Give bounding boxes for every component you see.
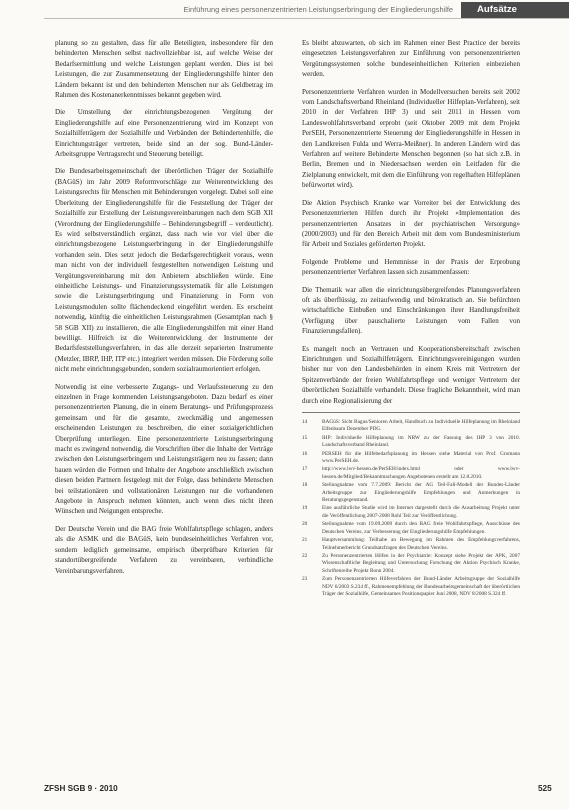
footnote [302,419,520,434]
footnote-number: 14 [302,419,308,425]
journal-footer: ZFSH SGB 9 · 2010 [44,784,118,793]
header-divider [44,18,569,19]
footnote [302,537,520,552]
left-column [55,38,273,750]
body-paragraph: Es mangelt noch an Vertrauen und Kooperationsbereitschaft zwischen Einrichtungen und Sozialhilfeträgern. Einrichtungsvereinigungen wurden bisher nur von den Landesbehörden in einem Kreis mit Vertretern der Spitzenverbände der freien Wohlfahrtspflege und weniger Vertretern der überörtlichen Sozialhilfe verhandelt. Diese fragliche Bekanntheit, wird man durch eine Regionalisierung der [302,344,520,405]
footnote-number: 22 [302,552,308,559]
footnote [302,576,520,598]
body-paragraph: Der Deutsche Verein und die BAG freie Wohlfahrtspflege schlagen, anders als die ASMK und die BAGüS, kein bundeseinheitliches Verfahren vor, sondern lediglich gemeinsame, empirisch überprüfbare Kriterien für standortübergreifende Verfahren zu vereinbaren, verbindliche Vereinbarungsverfahren. [55,524,273,575]
footnote [302,451,520,466]
footnote-text: BAGüS: Sicht Bagus/Senioren Arbeit, Handbuch zu Individuelle Hilfeplanung im Rheinland Elfenbaum Dezember PDG. [322,419,520,433]
footnote [302,482,520,504]
footnote-number: 23 [302,576,308,583]
running-header: Einführung eines personenzentrierten Leistungserbringung der Eingliederungshilfe [183,5,453,14]
section-tab: Aufsätze [461,2,569,18]
footnote-divider [302,412,520,413]
footnote-text: Zu Personenzentrierten Hilfen in der Psychiatrie: Konzept siehe Projekt der APK, 2007 Wissenschaftliche Begleitung und Untersuchung Forschung der Aktion Psychisch Kranke, Schriftenreihe Projekt Bonn 2004. [322,552,520,574]
footnote [302,435,520,450]
footnote [302,553,520,575]
footnote-number: 18 [302,482,308,489]
footnote-number: 20 [302,521,308,528]
footnote [302,466,520,481]
page-number: 525 [538,784,552,793]
body-paragraph: Die Umstellung der einrichtungsbezogenen Vergütung der Eingliederungshilfe auf eine Personenzentrierung wird im Konzept von Sozialhilfeträgern der Sozialhilfe und Verbänden der Behindertenhilfe, die Einrichtungsträger vertreten, beide sind an der sog. Bund-Länder-Arbeitsgruppe Vertragsrecht und Steuerung beteiligt. [55,108,273,159]
footnote-text: Hauptversammlung: Teilhabe an Bewegung im Rahmen des Empfehlungsverfahrens, Teilnehmerbericht Grundsatzfragen des Deutschen Vereins. [322,537,520,551]
footnote [302,521,520,536]
footnote [302,505,520,520]
right-column [302,38,520,750]
footnote-text: Zum Personenzentrierten Hilfeverfahren der Bund-Länder Arbeitsgruppe der Sozialhilfe NDV 6/2003 S.234 ff., Rahmenempfehlung der Bundesarbeitsgemeinschaft der überörtlichen Träger der Sozialhilfe, Gemeinsames Positionspapier Juni 2008, NDV 8/2008 S.324 ff. [322,576,520,597]
footnote-text: http://www.lwv-hessen.de/PerSEH/index.html oder www.lwv-hessen.de/Mitglied/Bekanntmachungen Angebotenen erstellt am 12.8.2010. [322,466,520,480]
footnote-text: Stellungnahme vom 19.09.2009 durch den BAG freie Wohlfahrtspflege, Ausschüsse des Deutschen Vereins, zur Verbesserung der Eingliederungshilfe Empfehlungen. [322,521,520,535]
footnote-number: 16 [302,450,308,457]
footnote-number: 17 [302,466,308,473]
footnote-text: Stellungnahme vom 7.7.2009: Bericht der AG Teil-Fall-Modell der Bundes-Länder Arbeitsgruppe zur Eingliederungshilfe Empfehlungen und Anmerkungen in Beratungsgegenstand. [322,482,520,504]
body-paragraph: Notwendig ist eine verbesserte Zugangs- und Verlaufssteuerung zu den einzelnen in Frage kommenden Leistungsangeboten. Dazu bedarf es einer personenzentrierten Planung, die in einem Beratungs- und Prüfungsprozess gemeinsam und für die gesamte, zweckmäßig und angemessen erscheinenden Leistungen zu beschreiben, die einer sozialgerichtlichen Überprüfung unterliegen. Eine personenzentrierte Leistungserbringung macht es zwingend notwendig, die Vorschriften über die Inhalte der Verträge zwischen den Leistungserbringern und Leistungsträgern neu zu fassen; dann bauen würden die Formen und Inhalte der Angebote anschließlich zwischen diesen beiden Partnern festgelegt mit der Folge, dass behinderte Menschen bei teilstationären und vollstationären Leistungen nur die vorhandenen Angebote in Anspruch nehmen könnten, auch wenn dies nicht ihren Wünschen und Neigungen entspreche. [55,382,273,516]
body-paragraph: Personenzentrierte Verfahren wurden in Modellversuchen bereits seit 2002 vom Landschaftsverband Rheinland (Individueller Hilfeplan-Verfahren), seit 2010 in der Verfahren IHP 3) und seit 2011 in Hessen vom Landeswohlfahrtsverband erprobt (seit Oktober 2009 mit dem Projekt PerSEH, Personenzentrierte Steuerung der Eingliederungshilfe in Hessen in den Landkreisen Fulda und Werra-Meißner). In anderen Ländern wird das Verfahren auf weitere Behinderte Menschen begonnen (so hat sich z.B. in Berlin, Bremen und in Niedersachsen werden ein Leitfaden für die Zielplanung entwickelt, mit dem die Einführung von regelhaften Hilfeplänen befürwortet wird). [302,87,520,190]
footnote-text: IHP: Individuelle Hilfeplanung im NRW zu der Fassung des IHP 3 von 2010. Landschaftsverband Rheinland. [322,434,520,449]
body-paragraph: Die Thematik war allen die einrichtungsübergreifendes Planungsverfahren oft als überflüssig, zu zeitaufwendig und bürokratisch an. Sie befürchten wirtschaftliche Einbußen und Einschränkungen ihrer Handlungsfreiheit (Verfügung über pauschalierte Leistungen vom Fallen von Finanzierungsfallen). [302,285,520,336]
body-paragraph: Folgende Probleme und Hemmnisse in der Praxis der Erprobung personenzentrierter Verfahren lassen sich zusammenfassen: [302,257,520,277]
footnote-number: 19 [302,505,308,512]
body-paragraph: Es bleibt abzuwarten, ob sich im Rahmen einer Best Practice der bereits eingesetzten Leistungsverfahren zur Einführung von personenzentrierten Vergütungssystemen solche bundeseinheitlichen Kriterien einbeziehen werden. [302,39,520,79]
footnote-text: PERSEH für die Hilfebedarfsplanung im Hessen siehe Material von Prof. Gromann www.PerSEH.de. [322,450,520,465]
body-paragraph: Die Bundesarbeitsgemeinschaft der überörtlichen Träger der Sozialhilfe (BAGüS) im Jahr 2009 Reformvorschläge zur Weiterentwicklung des Leistungsrechts für Menschen mit Behinderungen vorgelegt. Dabei soll eine Überleitung der Eingliederungshilfe für die Feststellung der Träger der Sozialhilfe zur Erstellung der Leistungsvereinbarungen nach dem SGB XII (Verordnung der Eingliederungshilfe – Behinderungsbegriff – verdeutlicht). Es wird selbstverständlich ergänzt, dass nach wie vor viel über die einrichtungsbezogene Leistungserbringung in der Eingliederungshilfe vorhanden sein. Dies setzt jedoch die Bedarfsgerechtigkeit voraus, wenn man nicht von der individuell festgestellten notwendigen Leistung und Vergütungsvereinbarung mit den Anbietern abschließen würde. Eine einheitliche Leistungs- und Finanzierungssystematik für alle Leistungen sowie die Leistungserbringung und Finanzierung in Form von Leistungsmodulen sollte flächendeckend eingeführt werden. Es erscheint notwendig, künftig die einheitlichen Leistungsrahmen (Gesamtplan nach § 58 SGB XII) zu installieren, die alle Eingliederungshilfen mit einer Hand bewilligt. Hilfreich ist die Weiterentwicklung der Instrumente der Bedarfsfeststellungsverfahren, in das alle derzeit separierten Instrumente (Metzler, IBRP, IHP, ITP etc.) integriert werden müssen. Die Förderung solle nicht mehr einrichtungsgebunden, sondern sozialraumorientiert erfolgen. [55,167,273,374]
body-paragraph: planung so zu gestalten, dass für alle Beteiligten, insbesondere für den behinderten Menschen selbst nachvollziehbar ist, auf welche Weise der Bedarfsermittlung und welche Leistungen geplant werden. Dies ist bei Leistungen, die zur Zusammensetzung der Eingliederungshilfe hinter den Ländern bekannt ist und den behinderten Menschen nur als Geldbetrag im Rahmen des Kostenanerkenntnisses bekannt gegeben wird. [55,39,273,100]
footnote-text: Eine ausführliche Studie wird im Internet dargestellt durch die Ausarbeitung Projekt unter die Veröffentlichung 2007-2008 Rohl Teil zur Veröffentlichung. [322,505,520,519]
footnote-number: 15 [302,434,308,441]
body-paragraph: Die Aktion Psychisch Kranke war Vorreiter bei der Entwicklung des Personenzentrierten Hilfen durch ihr Projekt «Implementation des personenzentrierten Ansatzes in der psychiatrischen Versorgung» (2000/2003) und für den Bereich Arbeit mit dem vom Bundesministerium für Arbeit und Soziales geförderten Projekt. [302,198,520,249]
footnote-number: 21 [302,537,308,544]
